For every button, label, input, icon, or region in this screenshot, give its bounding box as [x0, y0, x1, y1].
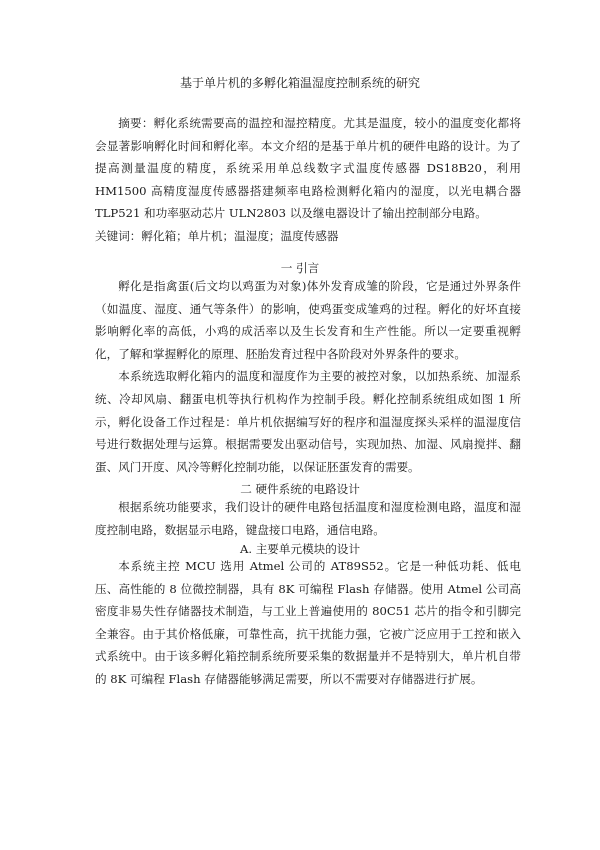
- main-modules-paragraph: 本系统主控 MCU 选用 Atmel 公司的 AT89S52。它是一种低功耗、低电压、高性能的 8 位微控制器，具有 8K 可编程 Flash 存储器。使用 Atmel 公司高密度非易失性存储器技术制造，与工业上普遍使用的 80C51 芯片的指令和引脚完全兼容。由于其价格低廉，可靠性高，抗干扰能力强，它被广泛应用于工控和嵌入式系统中。由于该多孵化箱控制系统所要采集的数据量并不是特别大，单片机自带的 8K 可编程 Flash 存储器能够满足需要，所以不需要对存储器进行扩展。: [95, 559, 521, 686]
- introduction-body: [95, 275, 521, 478]
- main-modules-body: [95, 555, 521, 691]
- keywords-line: 关键词：孵化箱；单片机；温湿度；温度传感器: [95, 228, 339, 243]
- introduction-paragraph-1: 孵化是指禽蛋(后文均以鸡蛋为对象)体外发育成雏的阶段，它是通过外界条件（如温度、湿度、通气等条件）的影响，使鸡蛋变成雏鸡的过程。孵化的好坏直接影响孵化率的高低，小鸡的成活率以及生长发育和生产性能。所以一定要重视孵化，了解和掌握孵化的原理、胚胎发育过程中各阶段对外界条件的要求。: [95, 279, 521, 361]
- hardware-intro-paragraph: 根据系统功能要求，我们设计的硬件电路包括温度和湿度检测电路，温度和湿度控制电路，数据显示电路，键盘接口电路，通信电路。: [95, 500, 521, 537]
- abstract-text: 摘要：孵化系统需要高的温控和湿控精度。尤其是温度，较小的温度变化都将会显著影响孵化时间和孵化率。本文介绍的是基于单片机的硬件电路的设计。为了提高测量温度的精度，系统采用单总线数字式温度传感器 DS18B20，利用 HM1500 高精度湿度传感器搭建频率电路检测孵化箱内的湿度，以光电耦合器 TLP521 和功率驱动芯片 ULN2803 以及继电器设计了输出控制部分电路。: [95, 116, 521, 221]
- section-heading-hardware: 二 硬件系统的电路设计: [240, 482, 360, 496]
- introduction-paragraph-2: 本系统选取孵化箱内的温度和湿度作为主要的被控对象，以加热系统、加湿系统、冷却风扇、翻蛋电机等执行机构作为控制手段。孵化控制系统组成如图 1 所示，孵化设备工作过程是：单片机依据编写好的程序和温湿度探头采样的温湿度信号进行数据处理与运算。根据需要发出驱动信号，实现加热、加湿、风扇搅拌、翻蛋、风门开度、风冷等孵化控制功能，以保证胚蛋发育的需要。: [95, 369, 521, 474]
- abstract-block: [95, 112, 521, 248]
- section-heading-introduction: 一 引言: [280, 261, 320, 275]
- subsection-heading-main-modules: A. 主要单元模块的设计: [239, 542, 361, 556]
- hardware-intro-block: [95, 496, 521, 541]
- document-title: 基于单片机的多孵化箱温湿度控制系统的研究: [179, 76, 420, 90]
